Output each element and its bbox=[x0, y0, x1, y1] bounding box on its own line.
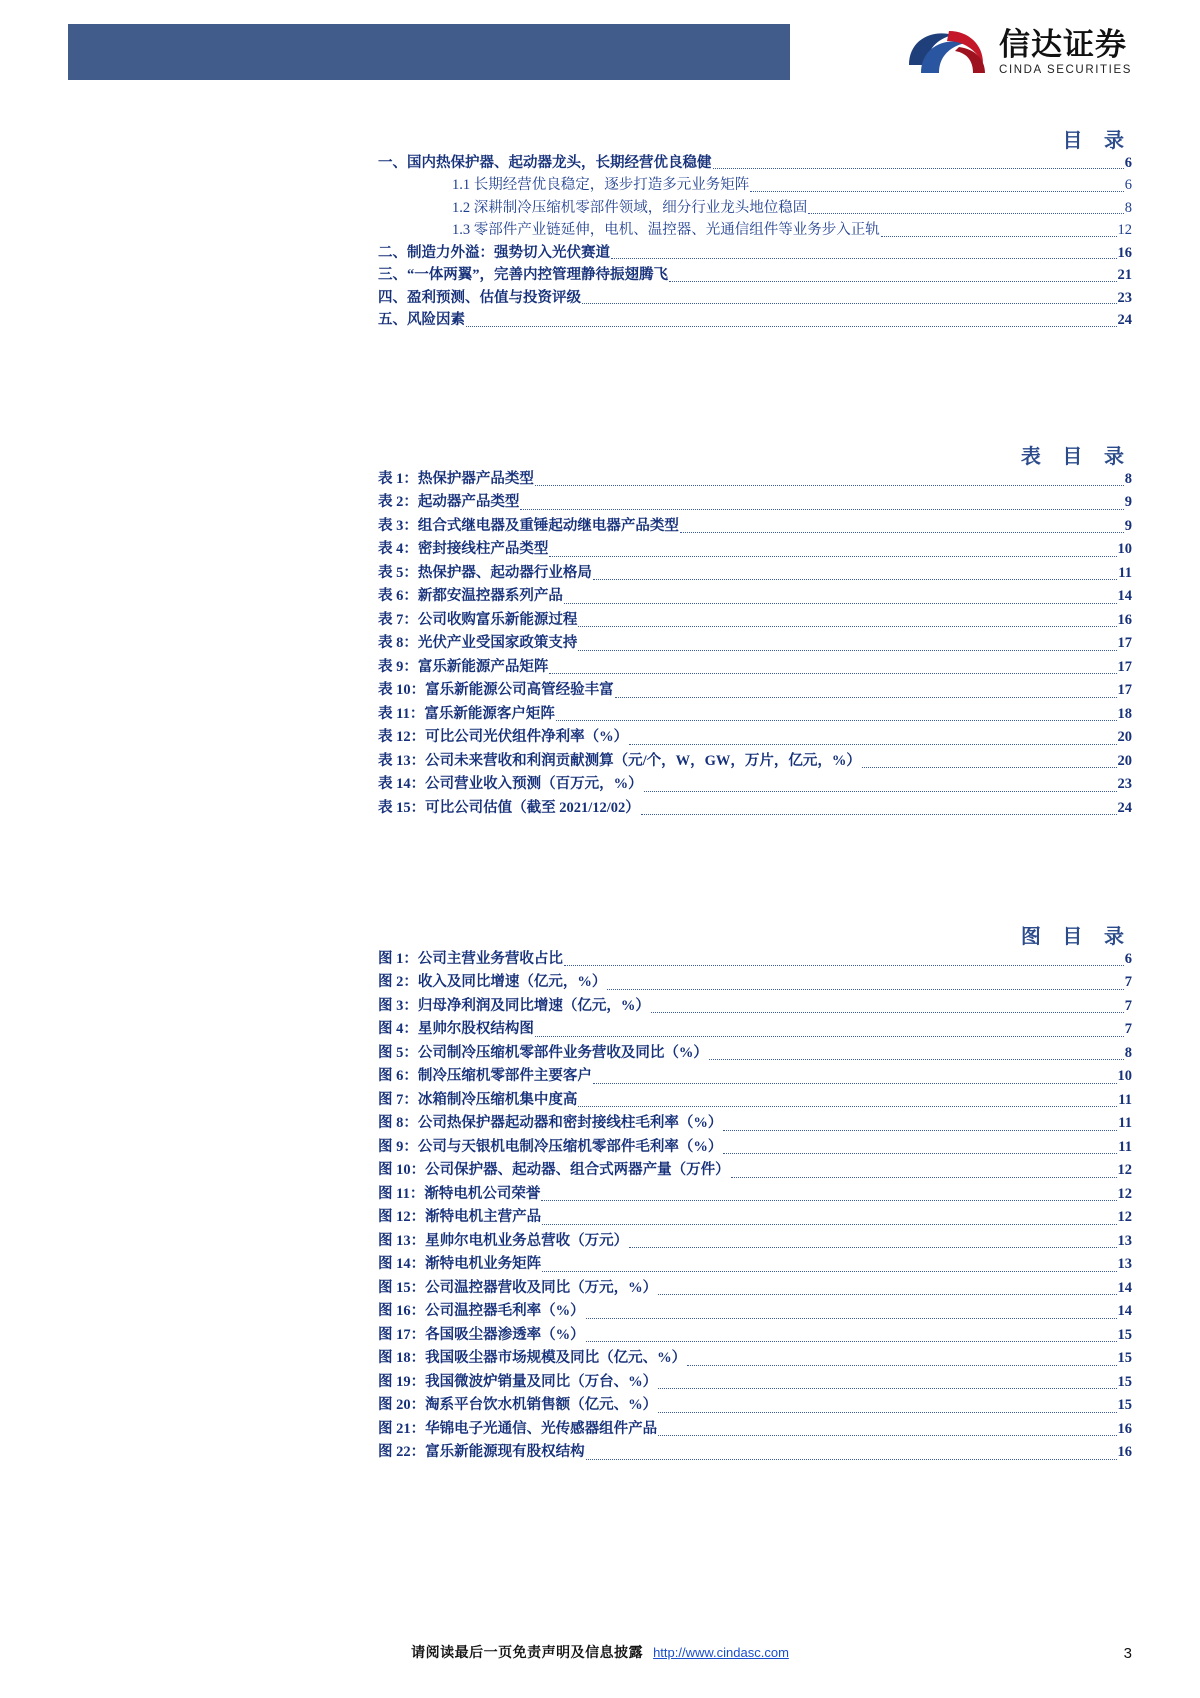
table-toc-entry-page: 10 bbox=[1117, 541, 1132, 558]
table-toc-entry[interactable] bbox=[378, 750, 1132, 773]
figure-toc-entry-page: 15 bbox=[1117, 1373, 1132, 1390]
figure-toc-entry-page: 10 bbox=[1117, 1068, 1132, 1085]
leader-dots bbox=[808, 212, 1124, 214]
page-footer bbox=[68, 1642, 1132, 1662]
table-toc-entry-page: 17 bbox=[1117, 658, 1132, 675]
toc-entry[interactable] bbox=[378, 197, 1132, 219]
toc-entry[interactable] bbox=[378, 152, 1132, 174]
table-toc-entry-page: 9 bbox=[1124, 517, 1132, 534]
toc-entry[interactable] bbox=[378, 309, 1132, 331]
toc-entry-page: 23 bbox=[1117, 289, 1132, 306]
footer-disclaimer: 请阅读最后一页免责声明及信息披露 bbox=[411, 1646, 644, 1661]
figure-toc-entry-label: 图 22：富乐新能源现有股权结构 bbox=[378, 1444, 585, 1461]
leader-dots bbox=[644, 790, 1117, 792]
toc-entry[interactable] bbox=[378, 174, 1132, 196]
leader-dots bbox=[535, 484, 1124, 486]
figure-toc-entry-page: 11 bbox=[1118, 1115, 1132, 1132]
table-toc-entry-page: 20 bbox=[1117, 752, 1132, 769]
toc-entry-label: 1.3 零部件产业链延伸，电机、温控器、光通信组件等业务步入正轨 bbox=[452, 222, 880, 239]
figure-toc-entry-label: 图 13：星帅尔电机业务总营收（万元） bbox=[378, 1232, 629, 1249]
figure-toc-entry[interactable] bbox=[378, 1277, 1132, 1300]
figure-toc-entry-label: 图 20：淘系平台饮水机销售额（亿元、%） bbox=[378, 1397, 658, 1414]
toc-entry-page: 6 bbox=[1124, 155, 1132, 171]
figure-toc-entry[interactable] bbox=[378, 1324, 1132, 1347]
leader-dots bbox=[593, 1082, 1117, 1084]
brand-name-cn: 信达证券 bbox=[999, 27, 1128, 63]
figure-toc-entry[interactable] bbox=[378, 1183, 1132, 1206]
leader-dots bbox=[593, 578, 1117, 580]
figure-toc-entry-label: 图 4：星帅尔股权结构图 bbox=[378, 1021, 534, 1038]
figures-heading: 图 目 录 bbox=[1020, 926, 1132, 948]
toc-entry-page: 6 bbox=[1124, 177, 1132, 194]
table-toc-entry-label: 表 2：起动器产品类型 bbox=[378, 494, 520, 511]
figure-toc-entry-page: 12 bbox=[1117, 1209, 1132, 1226]
table-toc-entry[interactable] bbox=[378, 726, 1132, 749]
table-list bbox=[378, 468, 1132, 820]
table-toc-entry-label: 表 12：可比公司光伏组件净利率（%） bbox=[378, 729, 629, 746]
figure-toc-entry[interactable] bbox=[378, 1112, 1132, 1135]
figure-toc-entry[interactable] bbox=[378, 995, 1132, 1018]
leader-dots bbox=[549, 672, 1116, 674]
company-logo bbox=[903, 22, 1132, 84]
figure-toc-entry-label: 图 7：冰箱制冷压缩机集中度高 bbox=[378, 1091, 578, 1108]
leader-dots bbox=[629, 1246, 1116, 1248]
tables-heading: 表 目 录 bbox=[1020, 446, 1132, 468]
table-toc-entry-label: 表 1：热保护器产品类型 bbox=[378, 471, 534, 487]
figure-toc-entry[interactable] bbox=[378, 1159, 1132, 1182]
figure-toc-entry[interactable] bbox=[378, 1065, 1132, 1088]
toc-entry-page: 24 bbox=[1117, 312, 1132, 329]
figure-toc-entry[interactable] bbox=[378, 1206, 1132, 1229]
figure-toc-entry[interactable] bbox=[378, 1300, 1132, 1323]
table-toc-entry-label: 表 7：公司收购富乐新能源过程 bbox=[378, 611, 578, 628]
leader-dots bbox=[466, 325, 1117, 327]
figure-toc-entry[interactable] bbox=[378, 1018, 1132, 1041]
table-toc-entry[interactable] bbox=[378, 468, 1132, 491]
brand-text bbox=[999, 29, 1132, 77]
table-toc-entry[interactable] bbox=[378, 703, 1132, 726]
figure-toc-entry[interactable] bbox=[378, 1042, 1132, 1065]
toc-entry-page: 8 bbox=[1124, 199, 1132, 216]
table-toc-entry-label: 表 11：富乐新能源客户矩阵 bbox=[378, 705, 555, 722]
leader-dots bbox=[750, 190, 1124, 192]
toc-entry-label: 二、制造力外溢：强势切入光伏赛道 bbox=[378, 244, 610, 261]
table-toc-entry[interactable] bbox=[378, 609, 1132, 632]
cinda-logo-icon bbox=[903, 25, 989, 81]
table-toc-entry-label: 表 14：公司营业收入预测（百万元，%） bbox=[378, 776, 643, 793]
figure-toc-entry-label: 图 9：公司与天银机电制冷压缩机零部件毛利率（%） bbox=[378, 1138, 723, 1155]
figure-toc-entry-label: 图 10：公司保护器、起动器、组合式两器产量（万件） bbox=[378, 1162, 730, 1179]
leader-dots bbox=[535, 1035, 1124, 1037]
figure-toc-entry-label: 图 2：收入及同比增速（亿元，%） bbox=[378, 974, 607, 991]
table-toc-entry[interactable] bbox=[378, 585, 1132, 608]
figure-toc-entry[interactable] bbox=[378, 1136, 1132, 1159]
table-toc-entry-label: 表 15：可比公司估值（截至 2021/12/02） bbox=[378, 799, 640, 816]
leader-dots bbox=[680, 531, 1124, 533]
table-toc-entry-page: 16 bbox=[1117, 611, 1132, 628]
table-toc-entry[interactable] bbox=[378, 797, 1132, 820]
brand-name-en: CINDA SECURITIES bbox=[999, 64, 1132, 77]
table-toc-entry-page: 23 bbox=[1117, 776, 1132, 793]
figure-toc-entry-label: 图 18：我国吸尘器市场规模及同比（亿元、%） bbox=[378, 1350, 687, 1367]
leader-dots bbox=[541, 1199, 1116, 1201]
leader-dots bbox=[862, 766, 1117, 768]
figure-toc-entry-page: 14 bbox=[1117, 1279, 1132, 1296]
contents-heading: 目 录 bbox=[1062, 130, 1132, 152]
figure-toc-entry-page: 6 bbox=[1124, 951, 1132, 967]
leader-dots bbox=[658, 1387, 1116, 1389]
leader-dots bbox=[651, 1011, 1124, 1013]
table-toc-entry-page: 8 bbox=[1124, 471, 1132, 487]
figure-toc-entry-label: 图 11：渐特电机公司荣誉 bbox=[378, 1185, 541, 1202]
figure-toc-entry[interactable] bbox=[378, 1089, 1132, 1112]
figure-toc-entry[interactable] bbox=[378, 971, 1132, 994]
figure-toc-entry-page: 15 bbox=[1117, 1326, 1132, 1343]
leader-dots bbox=[641, 813, 1117, 815]
figure-toc-entry[interactable] bbox=[378, 1394, 1132, 1417]
toc-entry-label: 四、盈利预测、估值与投资评级 bbox=[378, 289, 581, 306]
figure-toc-entry-label: 图 21：华锦电子光通信、光传感器组件产品 bbox=[378, 1420, 658, 1437]
leader-dots bbox=[611, 257, 1117, 259]
figure-toc-entry-page: 15 bbox=[1117, 1350, 1132, 1367]
leader-dots bbox=[709, 1058, 1124, 1060]
toc-entry-label: 一、国内热保护器、起动器龙头，长期经营优良稳健 bbox=[378, 155, 712, 171]
table-toc-entry-page: 20 bbox=[1117, 729, 1132, 746]
figure-toc-entry-label: 图 15：公司温控器营收及同比（万元，%） bbox=[378, 1279, 658, 1296]
figure-toc-entry-page: 14 bbox=[1117, 1303, 1132, 1320]
table-toc-entry-label: 表 9：富乐新能源产品矩阵 bbox=[378, 658, 549, 675]
leader-dots bbox=[549, 555, 1116, 557]
figure-toc-entry-label: 图 5：公司制冷压缩机零部件业务营收及同比（%） bbox=[378, 1044, 708, 1061]
leader-dots bbox=[881, 235, 1117, 237]
leader-dots bbox=[520, 508, 1123, 510]
figure-toc-entry-page: 7 bbox=[1124, 1021, 1132, 1038]
figure-toc-entry-label: 图 14：渐特电机业务矩阵 bbox=[378, 1256, 542, 1273]
toc-entry-label: 三、“一体两翼”，完善内控管理静待振翅腾飞 bbox=[378, 267, 668, 284]
table-toc-entry[interactable] bbox=[378, 632, 1132, 655]
leader-dots bbox=[658, 1434, 1116, 1436]
figure-toc-entry-label: 图 12：渐特电机主营产品 bbox=[378, 1209, 542, 1226]
table-toc-entry-label: 表 4：密封接线柱产品类型 bbox=[378, 541, 549, 558]
table-toc-entry-page: 9 bbox=[1124, 494, 1132, 511]
table-toc-entry-label: 表 13：公司未来营收和利润贡献测算（元/个，W，GW，万片，亿元，%） bbox=[378, 752, 861, 769]
table-toc-entry-label: 表 5：热保护器、起动器行业格局 bbox=[378, 564, 592, 581]
footer-website-link[interactable]: http://www.cindasc.com bbox=[653, 1645, 789, 1660]
toc-entry[interactable] bbox=[378, 287, 1132, 309]
figure-toc-entry-label: 图 3：归母净利润及同比增速（亿元，%） bbox=[378, 997, 650, 1014]
leader-dots bbox=[731, 1176, 1117, 1178]
leader-dots bbox=[542, 1223, 1116, 1225]
figure-toc-entry[interactable] bbox=[378, 1347, 1132, 1370]
leader-dots bbox=[687, 1364, 1116, 1366]
table-toc-entry[interactable] bbox=[378, 515, 1132, 538]
toc-entry[interactable] bbox=[378, 219, 1132, 241]
table-toc-entry[interactable] bbox=[378, 491, 1132, 514]
figure-toc-entry-page: 16 bbox=[1117, 1420, 1132, 1437]
leader-dots bbox=[578, 1105, 1117, 1107]
leader-dots bbox=[607, 988, 1123, 990]
figure-toc-entry[interactable] bbox=[378, 1253, 1132, 1276]
figure-toc-entry-page: 7 bbox=[1124, 974, 1132, 991]
leader-dots bbox=[586, 1458, 1117, 1460]
leader-dots bbox=[586, 1317, 1117, 1319]
figure-toc-entry-page: 8 bbox=[1124, 1044, 1132, 1061]
leader-dots bbox=[723, 1152, 1117, 1154]
leader-dots bbox=[564, 964, 1124, 966]
page-number: 3 bbox=[1123, 1645, 1132, 1662]
toc-entry[interactable] bbox=[378, 242, 1132, 264]
figure-toc-entry-label: 图 16：公司温控器毛利率（%） bbox=[378, 1303, 585, 1320]
toc-entry-page: 21 bbox=[1117, 267, 1132, 284]
figure-toc-entry-label: 图 17：各国吸尘器渗透率（%） bbox=[378, 1326, 585, 1343]
table-toc-entry[interactable] bbox=[378, 656, 1132, 679]
figure-toc-entry-page: 13 bbox=[1117, 1256, 1132, 1273]
figure-toc-entry-page: 15 bbox=[1117, 1397, 1132, 1414]
figure-toc-entry-page: 11 bbox=[1118, 1138, 1132, 1155]
toc-entry-page: 16 bbox=[1117, 244, 1132, 261]
figure-toc-entry-page: 13 bbox=[1117, 1232, 1132, 1249]
leader-dots bbox=[669, 280, 1117, 282]
leader-dots bbox=[723, 1129, 1117, 1131]
table-toc-entry-page: 24 bbox=[1117, 799, 1132, 816]
figure-toc-entry[interactable] bbox=[378, 948, 1132, 971]
figure-list bbox=[378, 948, 1132, 1465]
table-toc-entry-page: 17 bbox=[1117, 635, 1132, 652]
table-toc-entry[interactable] bbox=[378, 679, 1132, 702]
leader-dots bbox=[542, 1270, 1116, 1272]
leader-dots bbox=[578, 649, 1116, 651]
figure-toc-entry-page: 12 bbox=[1117, 1185, 1132, 1202]
leader-dots bbox=[713, 167, 1124, 169]
leader-dots bbox=[582, 302, 1117, 304]
figure-toc-entry[interactable] bbox=[378, 1418, 1132, 1441]
figure-toc-entry[interactable] bbox=[378, 1441, 1132, 1464]
leader-dots bbox=[658, 1411, 1116, 1413]
figure-toc-entry-label: 图 8：公司热保护器起动器和密封接线柱毛利率（%） bbox=[378, 1115, 723, 1132]
header-blue-bar bbox=[68, 24, 790, 80]
toc-entry-label: 1.1 长期经营优良稳定，逐步打造多元业务矩阵 bbox=[452, 177, 750, 194]
figure-toc-entry[interactable] bbox=[378, 1230, 1132, 1253]
leader-dots bbox=[578, 625, 1116, 627]
table-of-contents bbox=[378, 152, 1132, 332]
leader-dots bbox=[556, 719, 1117, 721]
figure-toc-entry[interactable] bbox=[378, 1371, 1132, 1394]
toc-entry-page: 12 bbox=[1117, 222, 1132, 239]
table-toc-entry[interactable] bbox=[378, 773, 1132, 796]
table-toc-entry-label: 表 3：组合式继电器及重锤起动继电器产品类型 bbox=[378, 517, 679, 534]
figure-toc-entry-label: 图 6：制冷压缩机零部件主要客户 bbox=[378, 1068, 592, 1085]
table-toc-entry-page: 17 bbox=[1117, 682, 1132, 699]
table-toc-entry[interactable] bbox=[378, 562, 1132, 585]
figure-toc-entry-label: 图 19：我国微波炉销量及同比（万台、%） bbox=[378, 1373, 658, 1390]
table-toc-entry-page: 18 bbox=[1117, 705, 1132, 722]
leader-dots bbox=[564, 602, 1117, 604]
table-toc-entry-label: 表 10：富乐新能源公司高管经验丰富 bbox=[378, 682, 614, 699]
figure-toc-entry-page: 12 bbox=[1117, 1162, 1132, 1179]
figure-toc-entry-page: 16 bbox=[1117, 1444, 1132, 1461]
leader-dots bbox=[586, 1340, 1117, 1342]
leader-dots bbox=[658, 1293, 1116, 1295]
table-toc-entry-label: 表 8：光伏产业受国家政策支持 bbox=[378, 635, 578, 652]
page-header bbox=[68, 22, 1132, 84]
leader-dots bbox=[615, 696, 1117, 698]
table-toc-entry-label: 表 6：新都安温控器系列产品 bbox=[378, 588, 563, 605]
table-toc-entry[interactable] bbox=[378, 538, 1132, 561]
table-toc-entry-page: 14 bbox=[1117, 588, 1132, 605]
figure-toc-entry-page: 7 bbox=[1124, 997, 1132, 1014]
toc-entry[interactable] bbox=[378, 264, 1132, 286]
table-toc-entry-page: 11 bbox=[1118, 564, 1132, 581]
toc-entry-label: 1.2 深耕制冷压缩机零部件领域，细分行业龙头地位稳固 bbox=[452, 199, 808, 216]
figure-toc-entry-label: 图 1：公司主营业务营收占比 bbox=[378, 951, 563, 967]
toc-entry-label: 五、风险因素 bbox=[378, 312, 465, 329]
figure-toc-entry-page: 11 bbox=[1118, 1091, 1132, 1108]
leader-dots bbox=[629, 743, 1116, 745]
